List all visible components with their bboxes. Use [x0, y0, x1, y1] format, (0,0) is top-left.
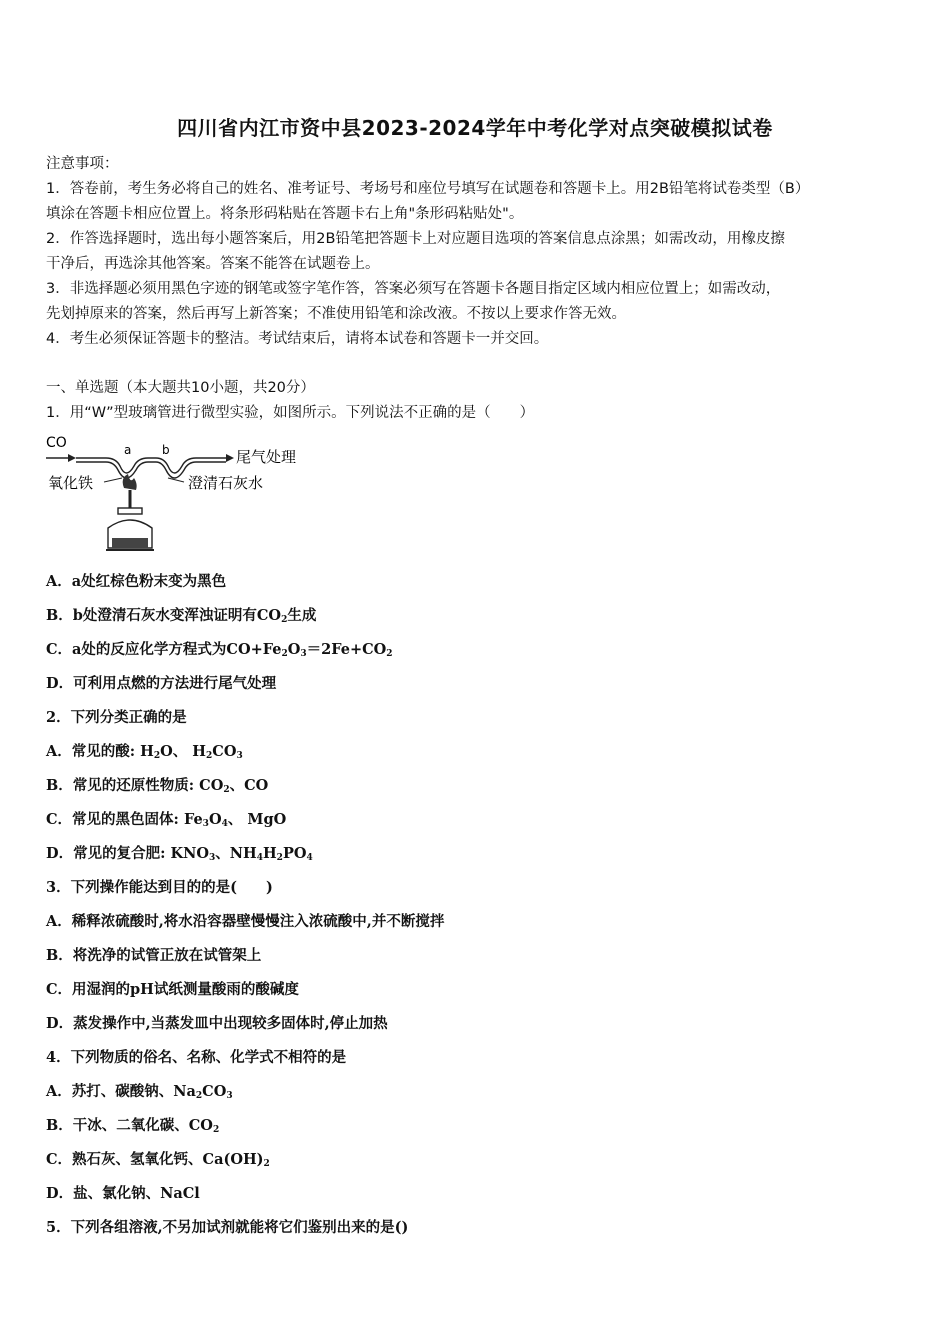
q4-option-a: A．苏打、碳酸钠、$Na_2CO_3$	[46, 1083, 233, 1101]
notice-line-2: 填涂在答题卡相应位置上。将条形码粘贴在答题卡右上角"条形码粘贴处"。	[46, 206, 524, 222]
notice-line-5: 3．非选择题必须用黑色字迹的钢笔或签字笔作答，答案必须写在答题卡各题目指定区域内相应位置上；如需改动，	[46, 281, 781, 297]
q3-option-d: D．蒸发操作中,当蒸发皿中出现较多固体时,停止加热	[46, 1015, 388, 1032]
q3-option-c: C．用湿润的pH试纸测量酸雨的酸碱度	[46, 981, 299, 998]
q5-stem: 5．下列各组溶液,不另加试剂就能将它们鉴别出来的是()	[46, 1219, 409, 1236]
fig-label-limewater: 澄清石灰水	[188, 474, 264, 492]
q4-option-d: D．盐、氯化钠、NaCl	[46, 1185, 200, 1202]
q1-stem: 1．用“W”型玻璃管进行微型实验，如图所示。下列说法不正确的是（ ）	[46, 405, 535, 421]
q1-option-c: C．a处的反应化学方程式为$CO+Fe_2O_3=2Fe+CO_2$	[46, 641, 393, 659]
notice-line-4: 干净后，再选涂其他答案。答案不能答在试题卷上。	[46, 256, 380, 272]
q1-option-d: D．可利用点燃的方法进行尾气处理	[46, 675, 277, 692]
q3-stem: 3．下列操作能达到目的的是( )	[46, 879, 273, 896]
q4-option-c: C．熟石灰、氢氧化钙、$Ca(OH)_2$	[46, 1151, 270, 1169]
q2-option-d: D．常见的复合肥: $KNO_3$、$NH_4H_2PO_4$	[46, 845, 313, 863]
q2-stem: 2．下列分类正确的是	[46, 709, 187, 726]
fig-label-a: a	[124, 443, 132, 457]
q3-option-a: A．稀释浓硫酸时,将水沿容器壁慢慢注入浓硫酸中,并不断搅拌	[46, 913, 445, 930]
notice-line-6: 先划掉原来的答案，然后再写上新答案；不准使用铅笔和涂改液。不按以上要求作答无效。	[46, 306, 626, 322]
notice-line-3: 2．作答选择题时，选出每小题答案后，用2B铅笔把答题卡上对应题目选项的答案信息点涂黑；如需改动，用橡皮擦	[46, 231, 785, 247]
q1-option-a: A．a处红棕色粉末变为黑色	[46, 573, 227, 590]
q2-option-b: B．常见的还原性物质: $CO_2$、CO	[46, 777, 269, 795]
fig-label-co: CO	[46, 435, 67, 451]
fig-label-iron-oxide: 氧化铁	[48, 474, 94, 492]
section-heading: 一、单选题（本大题共10小题，共20分）	[46, 380, 315, 396]
fig-label-b: b	[162, 443, 170, 457]
notice-line-1: 1．答卷前，考生务必将自己的姓名、准考证号、考场号和座位号填写在试题卷和答题卡上。用2B铅笔将试卷类型（B）	[46, 181, 810, 197]
q4-stem: 4．下列物质的俗名、名称、化学式不相符的是	[46, 1049, 347, 1066]
fig-label-exhaust: 尾气处理	[236, 448, 297, 466]
exam-title: 四川省内江市资中县2023-2024学年中考化学对点突破模拟试卷	[177, 116, 773, 140]
notice-line-7: 4．考生必须保证答题卡的整洁。考试结束后，请将本试卷和答题卡一并交回。	[46, 331, 549, 347]
q3-option-b: B．将洗净的试管正放在试管架上	[46, 947, 262, 964]
q2-option-c: C．常见的黑色固体: $Fe_3O_4$、 MgO	[46, 811, 287, 829]
w-tube-apparatus-figure	[44, 432, 344, 556]
q2-option-a: A．常见的酸: $H_2O$、 $H_2CO_3$	[46, 743, 243, 761]
q4-option-b: B．干冰、二氧化碳、$CO_2$	[46, 1117, 220, 1135]
q1-option-b: B．b处澄清石灰水变浑浊证明有$CO_2$生成	[46, 607, 317, 625]
notice-heading: 注意事项：	[46, 156, 119, 172]
